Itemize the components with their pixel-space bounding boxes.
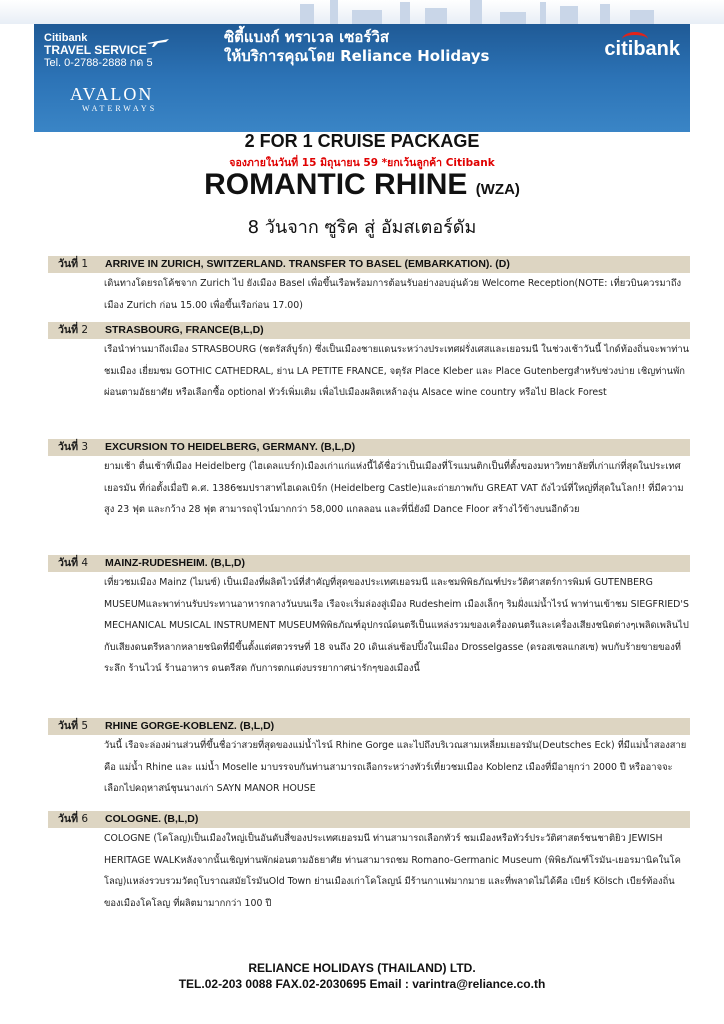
tour-subtitle: 8 วันจาก ซูริค สู่ อัมสเตอร์ดัม	[247, 217, 477, 238]
avalon-logo	[70, 84, 157, 113]
avalon-logo-text: AVALON	[70, 84, 154, 104]
day-description: ยามเช้า ตื่นเช้าที่เมือง Heidelberg (ไฮเดลแบร์ก)เมืองเก่าแก่แห่งนี้ได้ชื่อว่าเป็นเมืองที่โรแมนติกเป็นที่ตั้งของมหาวิทยาลัยที่เก่าแก่ที่สุดในประเทศเยอรมัน ที่ก่อตั้งเมื่อปี ค.ศ. 1386ชมปราสาทไฮเดลเบิร์ก (Heidelberg Castle)และถ่ายภาพกับ GREAT VAT ถังไวน์ที่ใหญ่ที่สุดในโลก!! ที่มีความสูง 23 ฟุต และกว้าง 28 ฟุต สามารถจุไวน์มากกว่า 58,000 แกลลอน และที่นี่ยังมี Dance Floor สร้างไว้ข้างบนอีกด้วย	[104, 461, 684, 515]
itinerary-day-1	[48, 256, 690, 316]
banner-thai-line1: ซิตี้แบงก์ ทราเวล เซอร์วิส	[224, 28, 390, 46]
day-label-word: วันที่	[58, 324, 78, 336]
day-number: 6	[81, 813, 89, 825]
day-title: EXCURSION TO HEIDELBERG, GERMANY. (B,L,D)	[105, 441, 356, 453]
travel-service-phone: Tel. 0-2788-2888 กด 5	[44, 57, 153, 69]
day-label	[58, 324, 88, 337]
itinerary-day-6	[48, 811, 690, 914]
day-header	[48, 322, 690, 339]
tour-title	[0, 168, 724, 202]
day-number: 3	[81, 441, 89, 453]
day-label-word: วันที่	[58, 557, 78, 569]
day-header	[48, 718, 690, 735]
tour-title-text: ROMANTIC RHINE	[204, 168, 468, 201]
citibank-arc-icon	[622, 32, 648, 47]
day-header	[48, 439, 690, 456]
skyline-decoration	[0, 0, 724, 24]
day-header	[48, 811, 690, 828]
day-description: เรือนำท่านมาถึงเมือง STRASBOURG (ชตรัสส์บูร์ก) ซึ่งเป็นเมืองชายแดนระหว่างประเทศฝรั่งเศสและเยอรมนี ในช่วงเช้าวันนี้ ไกด์ท้องถิ่นจะพาท่านชมเมือง เยี่ยมชม GOTHIC CATHEDRAL, ย่าน LA PETITE FRANCE, จตุรัส Place Kleber และ Place Gutenbergสำหรับช่วงบ่าย เชิญท่านพักผ่อนตามอัธยาศัย หรือเลือกซื้อ optional ทัวร์เพิ่มเติม เพื่อไปเมืองผลิตเหล้าองุ่น Alsace wine country หรือไป Black Forest	[104, 344, 690, 398]
day-number: 5	[81, 720, 89, 732]
travel-service-logo	[44, 32, 153, 69]
day-label	[58, 258, 88, 271]
itinerary-day-2	[48, 322, 690, 404]
avalon-logo-sub: WATERWAYS	[82, 104, 158, 113]
header-banner	[34, 24, 690, 132]
day-label	[58, 813, 88, 826]
citibank-logo	[604, 38, 680, 61]
day-title: STRASBOURG, FRANCE(B,L,D)	[105, 324, 264, 336]
footer-contact: TEL.02-203 0088 FAX.02-2030695 Email : varintra@reliance.co.th	[178, 977, 546, 991]
day-label	[58, 720, 88, 733]
day-title: MAINZ-RUDESHEIM. (B,L,D)	[105, 557, 245, 569]
day-label-word: วันที่	[58, 813, 78, 825]
footer-company: RELIANCE HOLIDAYS (THAILAND) LTD.	[248, 961, 476, 975]
day-description: เที่ยวชมเมือง Mainz (ไมนซ์) เป็นเมืองที่ผลิตไวน์ที่สำคัญที่สุดของประเทศเยอรมนี และชมพิพิธภัณฑ์ประวัติศาสตร์การพิมพ์ GUTENBERG MUSEUMและพาท่านรับประทานอาหารกลางวันบนเรือ เรือจะเริ่มล่องสู่เมือง Rudesheim เมืองเล็กๆ ริมฝั่งแม่น้ำไรน์ พาท่านเข้าชม SIEGFRIED'S MECHANICAL MUSICAL INSTRUMENT MUSEUMพิพิธภัณฑ์อุปกรณ์ดนตรีเป็นแหล่งรวมของเครื่องดนตรีและเครื่องเสียงชนิดต่างๆเพลิดเพลินไปกับเสียงดนตรีหลากหลายชนิดที่มีขึ้นตั้งแต่ศตวรรษที่ 18 จนถึง 20 เดินเล่นช้อปปิ้งในเมือง Drosselgasse (ดรอสเซลแกสเซ) พบกับร้ายขายของที่ระลึก ร้านไวน์ ร้านอาหาร ดนตรีสด กับการตกแต่งบรรยากาศน่ารักๆของเมืองนี้	[104, 577, 689, 674]
day-label-word: วันที่	[58, 441, 78, 453]
day-description: COLOGNE (โคโลญ)เป็นเมืองใหญ่เป็นอันดับสี่ของประเทศเยอรมนี ท่านสามารถเลือกทัวร์ ชมเมืองหรือทัวร์ประวัติศาสตร์ชนชาติยิว JEWISH HERITAGE WALKหลังจากนั้นเชิญท่านพักผ่อนตามอัธยาศัย ท่านสามารถชม Romano-Germanic Museum (พิพิธภัณฑ์โรมัน-เยอรมานิคในโคโลญ)แหล่งรวบรวมวัตถุโบราณสมัยโรมันOld Town ย่านเมืองเก่าโคโลญน์ มีร้านกาแฟมากมาย และที่พลาดไม่ได้คือ เบียร์ Kölsch เบียร์ท้องถิ่นของเมืองโคโลญ ที่ผลิตมามากกว่า 100 ปี	[104, 833, 681, 909]
booking-note: จองภายในวันที่ 15 มิถุนายน 59 *ยกเว้นลูกค้า Citibank	[229, 157, 495, 169]
day-title: ARRIVE IN ZURICH, SWITZERLAND. TRANSFER TO BASEL (EMBARKATION). (D)	[105, 258, 510, 270]
itinerary-day-4	[48, 555, 690, 680]
day-label	[58, 557, 88, 570]
package-title: 2 FOR 1 CRUISE PACKAGE	[244, 131, 480, 151]
day-label	[58, 441, 88, 454]
itinerary-day-5	[48, 718, 690, 800]
day-label-word: วันที่	[58, 720, 78, 732]
day-description: เดินทางโดยรถโค้ชจาก Zurich ไป ยังเมือง Basel เพื่อขึ้นเรือพร้อมการต้อนรับอย่างอบอุ่นด้วย Welcome Reception(NOTE: เที่ยวบินควรมาถึงเมือง Zurich ก่อน 15.00 เพื่อขึ้นเรือก่อน 17.00)	[104, 278, 682, 311]
day-title: RHINE GORGE-KOBLENZ. (B,L,D)	[105, 720, 275, 732]
travel-service-line1: Citibank	[44, 32, 88, 44]
citibank-logo-text: citibank	[604, 38, 680, 60]
itinerary-day-3	[48, 439, 690, 521]
banner-thai-text	[224, 28, 489, 66]
day-header	[48, 256, 690, 273]
banner-thai-line2: ให้บริการคุณโดย Reliance Holidays	[224, 47, 490, 65]
tour-code: (WZA)	[475, 181, 520, 198]
day-title: COLOGNE. (B,L,D)	[105, 813, 199, 825]
day-header	[48, 555, 690, 572]
day-description: วันนี้ เรือจะล่องผ่านส่วนที่ขึ้นชื่อว่าสวยที่สุดของแม่น้ำไรน์ Rhine Gorge และไปถึงบริเวณสามเหลี่ยมเยอรมัน(Deutsches Eck) ที่มีแม่น้ำสองสาย คือ แม่น้ำ Rhine และ แม่น้ำ Moselle มาบรรจบกันท่านสามารถเลือกระหว่างทัวร์เที่ยวชมเมือง Koblenz เมืองที่มีอายุกว่า 2000 ปี หรืออาจจะเลือกไปคฤหาสน์ชุนนางเก่า SAYN MANOR HOUSE	[104, 740, 687, 794]
day-label-word: วันที่	[58, 258, 78, 270]
travel-service-line2: TRAVEL SERVICE	[44, 43, 147, 57]
airplane-icon	[146, 36, 170, 48]
day-number: 1	[81, 258, 89, 270]
day-number: 2	[81, 324, 89, 336]
day-number: 4	[81, 557, 89, 569]
